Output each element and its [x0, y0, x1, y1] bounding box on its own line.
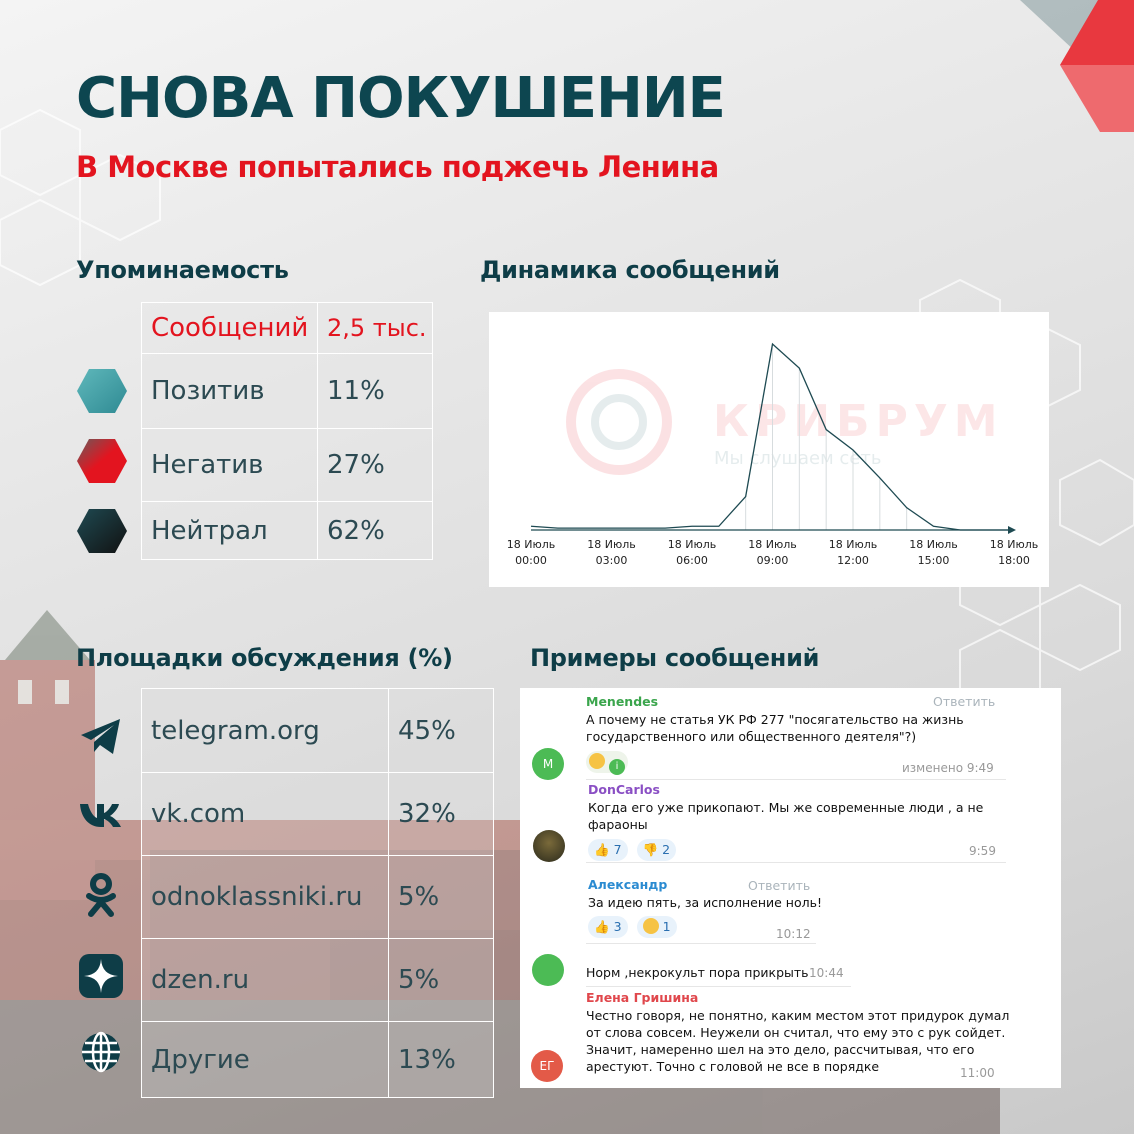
message-text-line: Честно говоря, не понятно, каким местом этот придурок думал	[586, 1008, 1010, 1023]
chart-tick-label-date: 18 Июль	[989, 538, 1039, 551]
reply-button[interactable]: Ответить	[748, 878, 811, 893]
message-text-line: Значит, намеренно шел на это дело, рассчитывая, что его	[586, 1042, 975, 1057]
message-text-line: Норм ,некрокульт пора прикрыть	[586, 965, 809, 980]
message-text-line: Когда его уже прикопают. Мы же современные люди , а не	[588, 800, 984, 815]
platform-label: Другие	[142, 1022, 389, 1098]
table-row	[142, 773, 494, 856]
message-text-line: от слова совсем. Неужели он считал, что ему это с рук сойдет.	[586, 1025, 1006, 1040]
reaction-count: 2	[662, 842, 671, 857]
avatar[interactable]: ЕГ	[531, 1050, 563, 1082]
page-subtitle: В Москве попытались поджечь Ленина	[76, 150, 719, 184]
mentions-label: Негатив	[142, 429, 318, 502]
chart-tick-label-time: 18:00	[998, 554, 1030, 567]
chart-tick-label-time: 12:00	[837, 554, 869, 567]
reaction-chip[interactable]	[588, 839, 628, 861]
reaction-chip[interactable]	[637, 839, 677, 861]
chart-tick-label-date: 18 Июль	[587, 538, 636, 551]
odnoklassniki-icon	[78, 872, 124, 918]
table-row	[142, 1022, 494, 1098]
platform-label: odnoklassniki.ru	[142, 856, 389, 939]
chart-tick-label-time: 03:00	[595, 554, 628, 567]
platform-value: 32%	[389, 773, 494, 856]
avatar[interactable]	[533, 830, 565, 862]
message-time: 9:59	[969, 844, 996, 858]
dzen-icon	[78, 953, 124, 999]
message-time: 11:00	[960, 1066, 995, 1080]
thumbs-down-icon: 👎	[642, 842, 659, 857]
mentions-value: 11%	[318, 354, 433, 429]
message-time: 10:12	[776, 927, 811, 941]
divider	[586, 986, 851, 987]
letter-i-badge-icon: i	[609, 759, 625, 775]
platform-value: 5%	[389, 856, 494, 939]
reply-button[interactable]: Ответить	[933, 694, 996, 709]
thumbs-up-icon: 👍	[594, 919, 610, 934]
message-author[interactable]: DonCarlos	[588, 782, 660, 797]
table-row	[142, 354, 433, 429]
platform-label: vk.com	[142, 773, 389, 856]
reaction-count: 1	[662, 919, 671, 934]
mentions-label: Нейтрал	[142, 502, 318, 560]
mentions-table	[141, 302, 433, 560]
message-text-line: А почему не статья УК РФ 277 "посягательство на жизнь	[586, 712, 964, 727]
vk-icon	[78, 792, 124, 838]
reaction-chip[interactable]	[637, 916, 677, 938]
platforms-heading: Площадки обсуждения (%)	[76, 644, 453, 672]
telegram-icon	[78, 714, 124, 760]
table-row	[142, 856, 494, 939]
message-author[interactable]: Александр	[588, 877, 668, 892]
chart-tick-label-date: 18 Июль	[748, 538, 797, 551]
divider	[586, 862, 1006, 863]
mentions-label: Сообщений	[142, 303, 318, 354]
message-text-line: государственного или общественного деятеля"?)	[586, 729, 917, 744]
chart-tick-label-time: 09:00	[756, 554, 789, 567]
table-row	[142, 303, 433, 354]
platform-value: 45%	[389, 689, 494, 773]
table-row	[142, 429, 433, 502]
mentions-value: 62%	[318, 502, 433, 560]
messages-panel	[520, 688, 1061, 1088]
divider	[586, 943, 816, 944]
mentions-value: 2,5 тыс.	[318, 303, 433, 354]
mentions-heading: Упоминаемость	[76, 256, 289, 284]
reaction-chip[interactable]	[588, 916, 628, 938]
grin-emoji-icon	[643, 918, 659, 934]
message-reactions	[588, 839, 983, 861]
dynamics-chart	[489, 312, 1049, 587]
message-text-line: фараоны	[588, 817, 648, 832]
platform-label: telegram.org	[142, 689, 389, 773]
dynamics-chart-card	[489, 312, 1049, 587]
avatar[interactable]: M	[532, 748, 564, 780]
grin-emoji-icon	[589, 753, 605, 769]
chart-tick-label-date: 18 Июль	[667, 538, 717, 551]
message-text-line: арестуют. Точно с головой не все в порядке	[586, 1059, 880, 1074]
chart-tick-label-time: 00:00	[515, 554, 547, 567]
chart-tick-label-time: 15:00	[917, 554, 950, 567]
examples-heading: Примеры сообщений	[530, 644, 820, 672]
chart-tick-label-date: 18 Июль	[828, 538, 878, 551]
platform-value: 5%	[389, 939, 494, 1022]
thumbs-up-icon: 👍	[594, 842, 610, 857]
table-row	[142, 502, 433, 560]
dynamics-heading: Динамика сообщений	[480, 256, 780, 284]
reaction-count: 3	[613, 919, 622, 934]
message-author[interactable]: Menendes	[586, 694, 659, 709]
chart-tick-label-date: 18 Июль	[506, 538, 556, 551]
chart-tick-label-time: 06:00	[676, 554, 708, 567]
brand-watermark	[571, 374, 667, 470]
platform-value: 13%	[389, 1022, 494, 1098]
platforms-table	[141, 688, 494, 1098]
divider	[586, 779, 1006, 780]
dark-hexagon-icon	[76, 508, 128, 554]
message-author[interactable]: Елена Гришина	[586, 990, 699, 1005]
mentions-label: Позитив	[142, 354, 318, 429]
table-row	[142, 689, 494, 773]
message-text-line: За идею пять, за исполнение ноль!	[588, 895, 822, 910]
message-time: изменено 9:49	[902, 761, 994, 775]
reaction-count: 7	[613, 842, 622, 857]
globe-icon	[78, 1029, 124, 1075]
platform-label: dzen.ru	[142, 939, 389, 1022]
red-hexagon-icon	[76, 438, 128, 484]
teal-hexagon-icon	[76, 368, 128, 414]
avatar[interactable]	[532, 954, 564, 986]
watermark-tagline: Мы слушаем сеть	[714, 448, 882, 469]
watermark-brand: КРИБРУМ	[713, 396, 1004, 447]
reaction-chip[interactable]	[586, 751, 628, 773]
page-title: СНОВА ПОКУШЕНИЕ	[76, 66, 725, 131]
mentions-value: 27%	[318, 429, 433, 502]
chart-tick-label-date: 18 Июль	[909, 538, 958, 551]
table-row	[142, 939, 494, 1022]
message-time: 10:44	[809, 966, 844, 980]
